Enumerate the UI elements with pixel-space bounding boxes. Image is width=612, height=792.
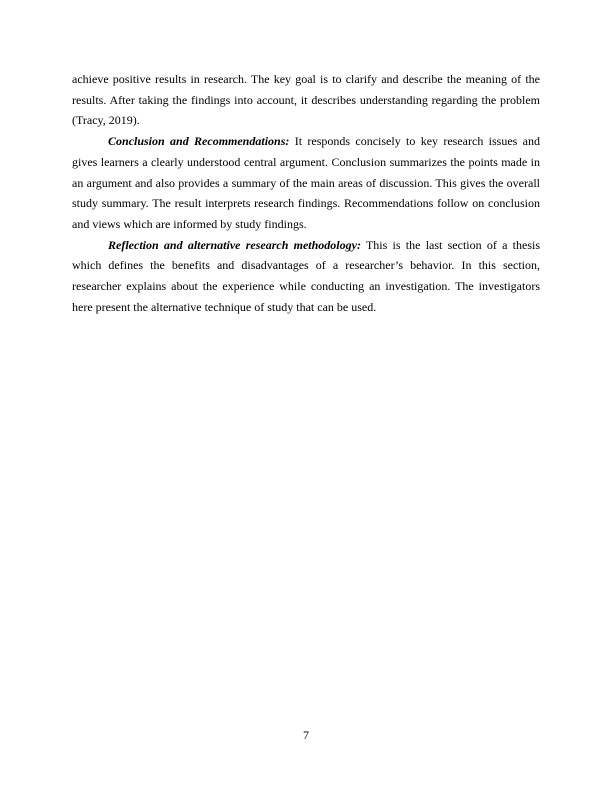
- paragraph-reflection-methodology: [72, 235, 540, 318]
- page-number: 7: [303, 728, 309, 742]
- paragraph-text: It responds concisely to key research issues and gives learners a clearly understood central argument. Conclusion summarizes the points made in an argument and also provides a summary of the main areas of discussion. This gives the overall study summary. The result interprets research findings. Recommendations follow on conclusion and views which are informed by study findings.: [72, 134, 540, 231]
- body-text: [72, 69, 540, 317]
- paragraph-text: This is the last section of a thesis which defines the benefits and disadvantages of a researcher’s behavior. In this section, researcher explains about the experience while conducting an investigation. The investigators here present the alternative technique of study that can be used.: [72, 237, 540, 314]
- paragraph-heading: Reflection and alternative research methodology:: [108, 237, 361, 252]
- paragraph-text: achieve positive results in research. The key goal is to clarify and describe the meaning of the results. After taking the findings into account, it describes understanding regarding the problem (Tracy, 2019).: [72, 72, 540, 128]
- paragraph-conclusion-recommendations: [72, 131, 540, 235]
- paragraph-continuation: [72, 69, 540, 131]
- paragraph-heading: Conclusion and Recommendations:: [108, 134, 290, 149]
